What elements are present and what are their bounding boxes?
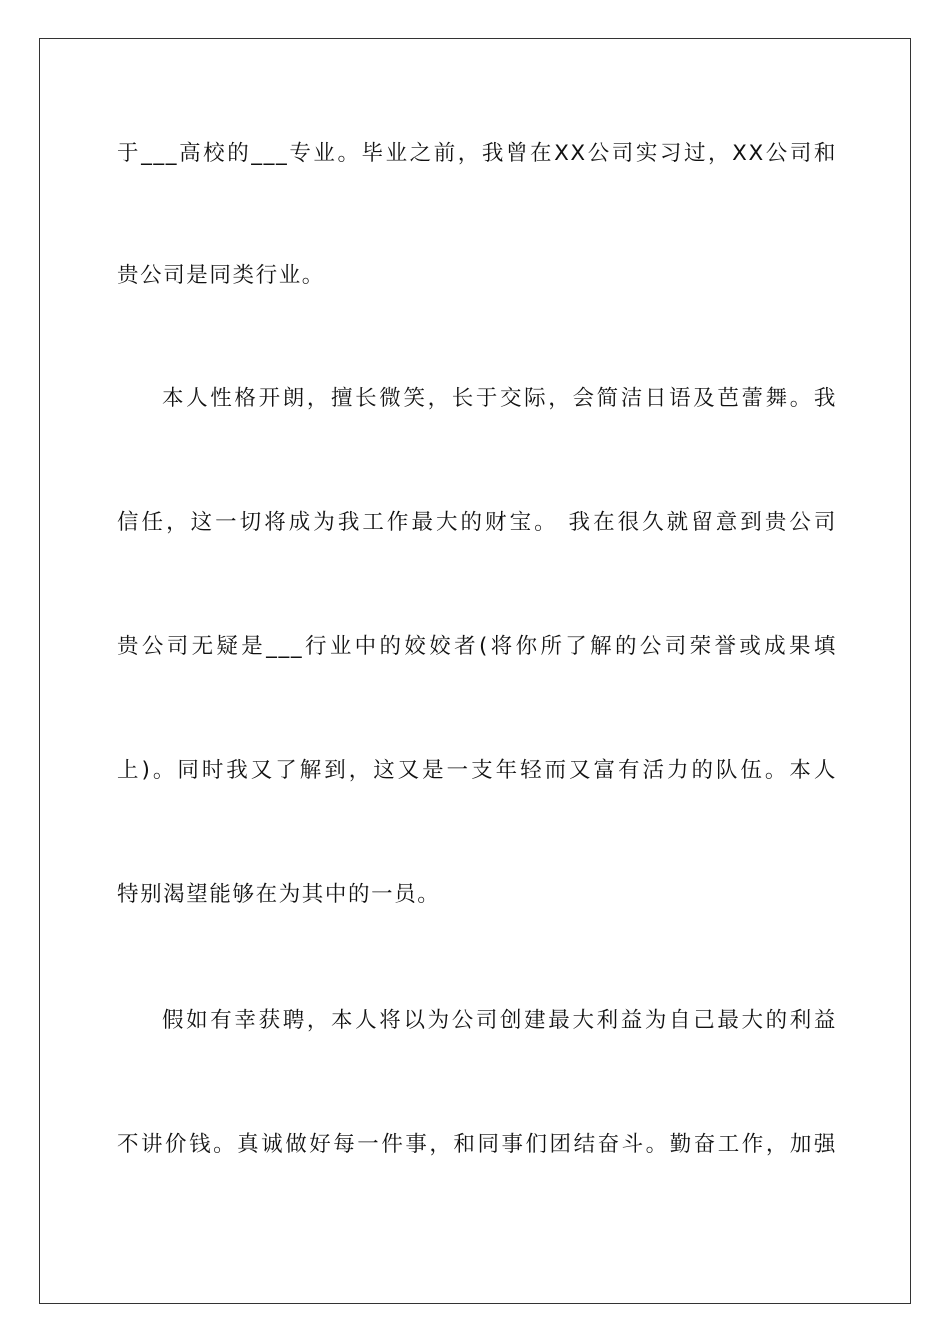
text-line-3: 本人性格开朗，擅长微笑，长于交际，会简洁日语及芭蕾舞。我: [162, 386, 837, 411]
page-border: [39, 38, 911, 1304]
text-line-8: 假如有幸获聘，本人将以为公司创建最大利益为自己最大的利益: [162, 1008, 837, 1033]
text-line-7: 特别渴望能够在为其中的一员。: [117, 882, 441, 907]
text-line-1: 于___高校的___专业。毕业之前，我曾在XX公司实习过，XX公司和: [117, 141, 837, 166]
text-line-2: 贵公司是同类行业。: [117, 263, 325, 288]
text-line-9: 不讲价钱。真诚做好每一件事，和同事们团结奋斗。勤奋工作，加强: [117, 1132, 837, 1157]
text-line-6: 上)。同时我又了解到，这又是一支年轻而又富有活力的队伍。本人: [117, 758, 837, 783]
text-line-5: 贵公司无疑是___行业中的姣姣者(将你所了解的公司荣誉或成果填: [117, 634, 837, 659]
text-line-4: 信任，这一切将成为我工作最大的财宝。 我在很久就留意到贵公司: [117, 510, 837, 535]
